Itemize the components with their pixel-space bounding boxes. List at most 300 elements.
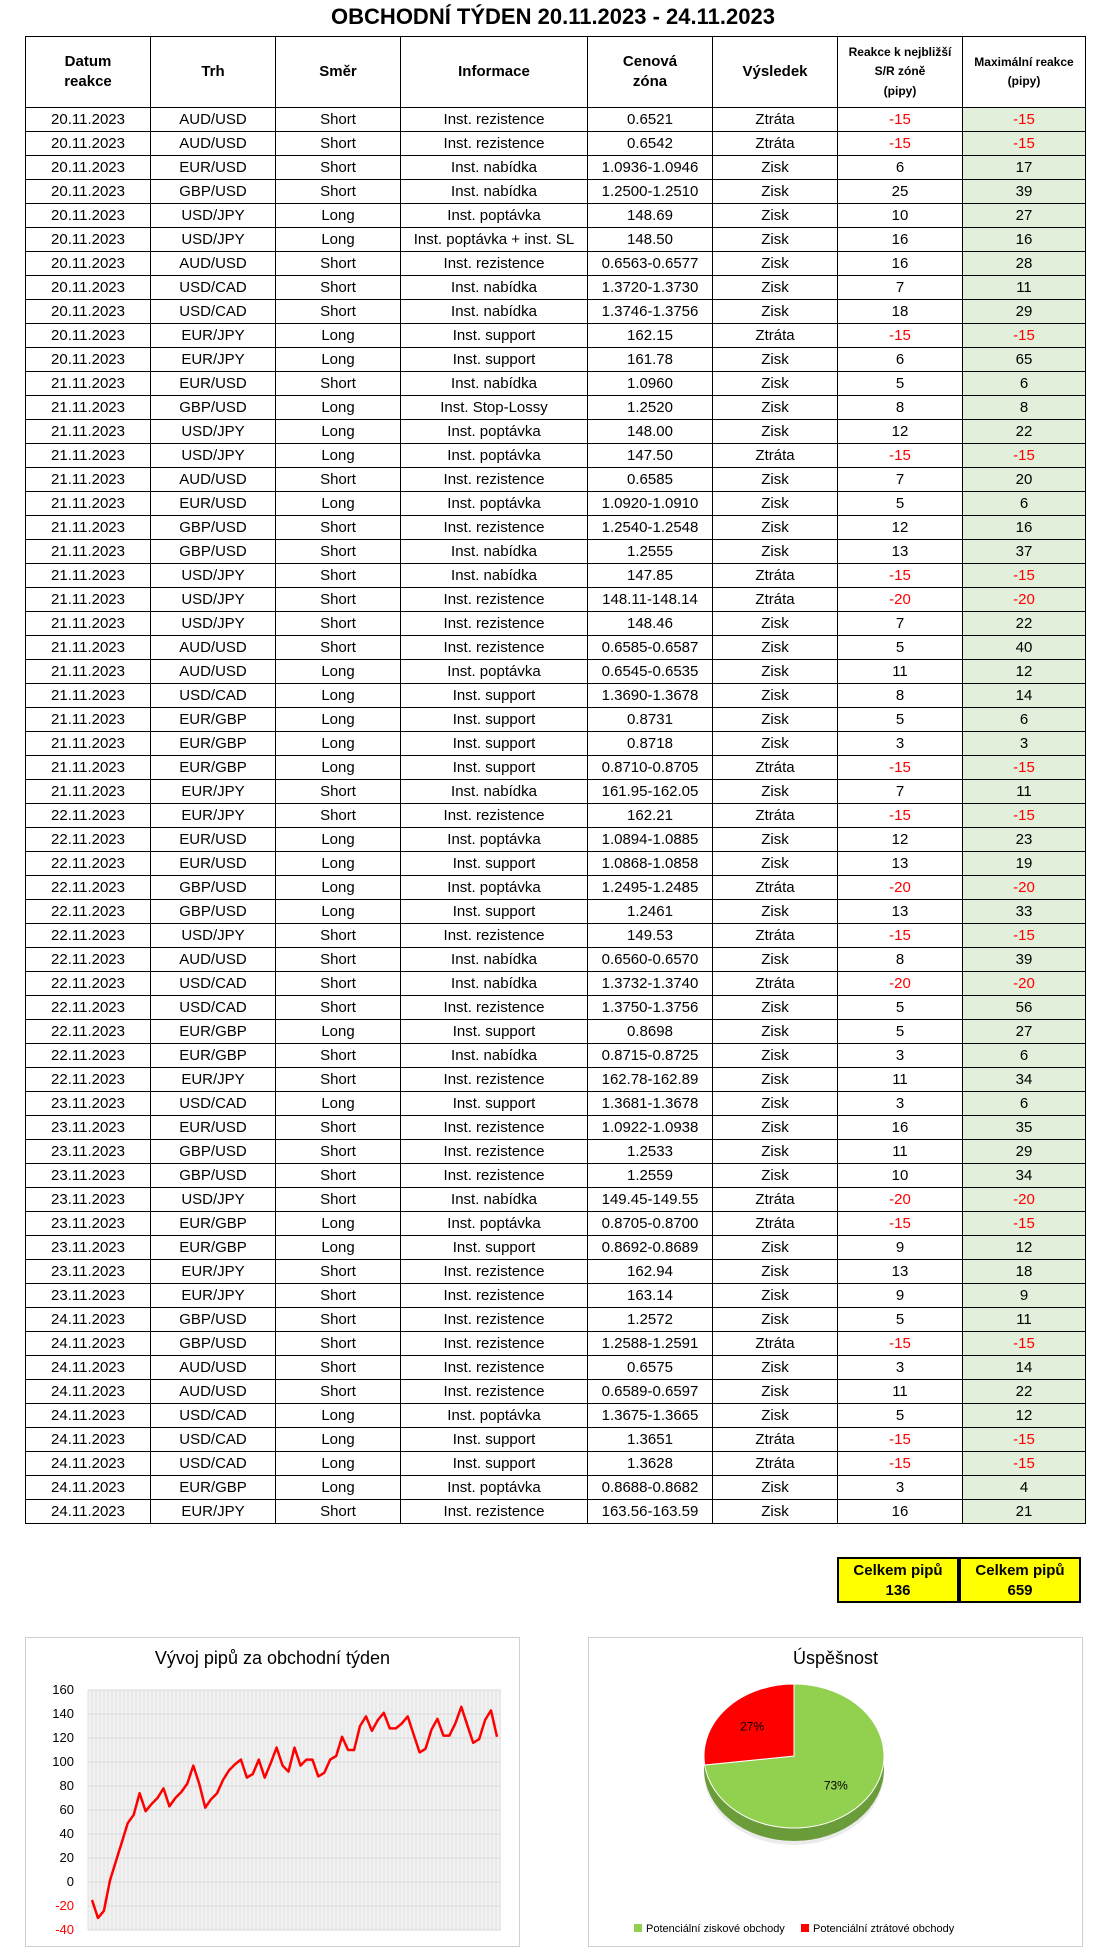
table-cell: 1.0936-1.0946 (588, 156, 713, 180)
table-cell: 21.11.2023 (26, 708, 151, 732)
table-cell: -15 (838, 1332, 963, 1356)
table-cell: 0.8705-0.8700 (588, 1212, 713, 1236)
table-cell: AUD/USD (151, 1356, 276, 1380)
table-cell: 22.11.2023 (26, 900, 151, 924)
table-cell: Short (276, 924, 401, 948)
table-cell: 21.11.2023 (26, 468, 151, 492)
table-cell: Ztráta (713, 1332, 838, 1356)
table-cell: Long (276, 1428, 401, 1452)
table-cell: Long (276, 684, 401, 708)
table-cell: 1.3732-1.3740 (588, 972, 713, 996)
table-cell: 20.11.2023 (26, 132, 151, 156)
table-cell: Short (276, 1356, 401, 1380)
table-cell: Short (276, 540, 401, 564)
table-cell: Inst. poptávka (401, 1476, 588, 1500)
column-header-line1: Trh (201, 62, 225, 80)
table-cell: 22.11.2023 (26, 852, 151, 876)
table-cell: EUR/JPY (151, 780, 276, 804)
table-cell: 0.6585-0.6587 (588, 636, 713, 660)
table-cell: AUD/USD (151, 660, 276, 684)
table-cell: Zisk (713, 1236, 838, 1260)
table-cell: 6 (838, 348, 963, 372)
column-header (276, 37, 401, 108)
table-cell: -20 (963, 876, 1086, 900)
table-cell: Inst. rezistence (401, 996, 588, 1020)
table-cell: EUR/USD (151, 156, 276, 180)
table-row (26, 1068, 1086, 1092)
table-cell: Inst. nabídka (401, 540, 588, 564)
table-cell: 34 (963, 1164, 1086, 1188)
table-row (26, 588, 1086, 612)
table-cell: Zisk (713, 612, 838, 636)
table-cell: EUR/GBP (151, 708, 276, 732)
table-cell: Short (276, 156, 401, 180)
table-cell: 23.11.2023 (26, 1188, 151, 1212)
table-cell: Zisk (713, 252, 838, 276)
table-cell: -15 (838, 1452, 963, 1476)
table-cell: Inst. support (401, 1020, 588, 1044)
table-header (26, 37, 1086, 108)
table-cell: Inst. nabídka (401, 1044, 588, 1068)
table-cell: 23.11.2023 (26, 1212, 151, 1236)
table-cell: 24.11.2023 (26, 1500, 151, 1524)
table-cell: 3 (963, 732, 1086, 756)
table-cell: Short (276, 612, 401, 636)
table-row (26, 1452, 1086, 1476)
table-cell: Inst. nabídka (401, 276, 588, 300)
table-cell: 12 (963, 660, 1086, 684)
table-cell: 20.11.2023 (26, 204, 151, 228)
table-row (26, 1188, 1086, 1212)
table-cell: Zisk (713, 300, 838, 324)
table-cell: Inst. Stop-Lossy (401, 396, 588, 420)
table-cell: Short (276, 948, 401, 972)
column-header-line2: reakce (64, 73, 112, 90)
table-cell: GBP/USD (151, 396, 276, 420)
table-cell: Long (276, 420, 401, 444)
table-cell: 11 (963, 1308, 1086, 1332)
pie-chart (589, 1638, 1084, 1948)
y-tick-label: 20 (59, 1850, 74, 1865)
table-cell: 21.11.2023 (26, 516, 151, 540)
table-cell: 20.11.2023 (26, 180, 151, 204)
table-cell: Inst. support (401, 684, 588, 708)
table-cell: AUD/USD (151, 948, 276, 972)
table-cell: 0.8688-0.8682 (588, 1476, 713, 1500)
table-cell: 20.11.2023 (26, 108, 151, 132)
table-cell: 21.11.2023 (26, 756, 151, 780)
table-row (26, 180, 1086, 204)
table-cell: Short (276, 108, 401, 132)
table-cell: 0.6575 (588, 1356, 713, 1380)
table-cell: 8 (838, 948, 963, 972)
table-cell: USD/JPY (151, 228, 276, 252)
table-cell: 1.0960 (588, 372, 713, 396)
table-cell: 13 (838, 852, 963, 876)
table-cell: 21.11.2023 (26, 660, 151, 684)
table-cell: Zisk (713, 1380, 838, 1404)
table-cell: AUD/USD (151, 468, 276, 492)
table-row (26, 996, 1086, 1020)
table-cell: GBP/USD (151, 1308, 276, 1332)
table-cell: 5 (838, 1404, 963, 1428)
table-cell: -15 (963, 324, 1086, 348)
table-cell: Inst. poptávka (401, 876, 588, 900)
total-reaction-value: 136 (885, 1582, 911, 1599)
table-cell: Ztráta (713, 756, 838, 780)
table-cell: Inst. support (401, 324, 588, 348)
y-tick-label: -20 (55, 1898, 74, 1913)
table-cell: Inst. support (401, 1428, 588, 1452)
table-cell: 6 (963, 1044, 1086, 1068)
table-cell: 29 (963, 1140, 1086, 1164)
table-cell: Inst. rezistence (401, 1308, 588, 1332)
table-cell: Inst. rezistence (401, 1500, 588, 1524)
table-cell: -15 (838, 324, 963, 348)
table-cell: 19 (963, 852, 1086, 876)
table-cell: -15 (838, 1212, 963, 1236)
table-cell: 0.8698 (588, 1020, 713, 1044)
table-cell: 17 (963, 156, 1086, 180)
table-cell: Ztráta (713, 564, 838, 588)
table-cell: EUR/JPY (151, 348, 276, 372)
table-cell: Inst. nabídka (401, 948, 588, 972)
table-cell: Short (276, 1308, 401, 1332)
table-cell: 37 (963, 540, 1086, 564)
table-cell: Zisk (713, 492, 838, 516)
table-cell: 21.11.2023 (26, 588, 151, 612)
table-cell: Short (276, 180, 401, 204)
table-row (26, 1236, 1086, 1260)
table-cell: 24.11.2023 (26, 1308, 151, 1332)
table-cell: Zisk (713, 276, 838, 300)
table-cell: EUR/JPY (151, 1284, 276, 1308)
table-cell: Short (276, 780, 401, 804)
table-cell: Inst. rezistence (401, 924, 588, 948)
table-cell: Ztráta (713, 876, 838, 900)
table-cell: Inst. poptávka (401, 420, 588, 444)
table-row (26, 156, 1086, 180)
table-cell: -15 (838, 756, 963, 780)
table-cell: 1.3675-1.3665 (588, 1404, 713, 1428)
table-cell: 161.95-162.05 (588, 780, 713, 804)
table-cell: 1.2495-1.2485 (588, 876, 713, 900)
table-cell: 6 (963, 372, 1086, 396)
table-cell: EUR/USD (151, 852, 276, 876)
table-cell: 23.11.2023 (26, 1140, 151, 1164)
table-row (26, 1044, 1086, 1068)
table-cell: 21.11.2023 (26, 780, 151, 804)
table-cell: EUR/JPY (151, 324, 276, 348)
table-cell: 1.3746-1.3756 (588, 300, 713, 324)
table-row (26, 1212, 1086, 1236)
table-cell: 24.11.2023 (26, 1332, 151, 1356)
table-row (26, 804, 1086, 828)
table-cell: -15 (963, 804, 1086, 828)
table-cell: 65 (963, 348, 1086, 372)
table-cell: Zisk (713, 852, 838, 876)
table-cell: 3 (838, 1476, 963, 1500)
table-cell: 162.94 (588, 1260, 713, 1284)
table-cell: 148.00 (588, 420, 713, 444)
table-cell: 14 (963, 1356, 1086, 1380)
table-cell: -20 (838, 876, 963, 900)
table-row (26, 1116, 1086, 1140)
legend-label: Potenciální ziskové obchody (646, 1923, 785, 1935)
table-cell: EUR/GBP (151, 1020, 276, 1044)
table-cell: GBP/USD (151, 876, 276, 900)
table-cell: Inst. support (401, 756, 588, 780)
table-cell: 0.8718 (588, 732, 713, 756)
table-row (26, 132, 1086, 156)
table-cell: Inst. rezistence (401, 1068, 588, 1092)
pie-slice-label: 73% (823, 1778, 848, 1793)
table-cell: Long (276, 660, 401, 684)
table-cell: Long (276, 1452, 401, 1476)
page-title: OBCHODNÍ TÝDEN 20.11.2023 - 24.11.2023 (331, 4, 775, 29)
table-cell: 13 (838, 900, 963, 924)
table-cell: GBP/USD (151, 180, 276, 204)
table-cell: Inst. support (401, 1236, 588, 1260)
table-cell: Zisk (713, 780, 838, 804)
table-cell: -15 (838, 924, 963, 948)
y-tick-label: 40 (59, 1826, 74, 1841)
table-cell: USD/CAD (151, 996, 276, 1020)
table-cell: 149.45-149.55 (588, 1188, 713, 1212)
table-cell: 25 (838, 180, 963, 204)
table-cell: -15 (963, 564, 1086, 588)
table-cell: Zisk (713, 516, 838, 540)
table-cell: 12 (963, 1404, 1086, 1428)
column-header-line1: Cenová (622, 52, 678, 70)
table-cell: Short (276, 1188, 401, 1212)
table-cell: Long (276, 324, 401, 348)
table-row (26, 1284, 1086, 1308)
table-cell: 1.2500-1.2510 (588, 180, 713, 204)
table-row (26, 1164, 1086, 1188)
table-cell: 28 (963, 252, 1086, 276)
table-cell: 22.11.2023 (26, 924, 151, 948)
table-cell: 22.11.2023 (26, 804, 151, 828)
table-cell: Long (276, 1404, 401, 1428)
table-cell: 0.8715-0.8725 (588, 1044, 713, 1068)
table-cell: EUR/JPY (151, 1500, 276, 1524)
table-cell: Zisk (713, 540, 838, 564)
table-cell: 22 (963, 1380, 1086, 1404)
table-cell: 21.11.2023 (26, 420, 151, 444)
table-cell: 0.6589-0.6597 (588, 1380, 713, 1404)
table-cell: 16 (838, 228, 963, 252)
table-row (26, 660, 1086, 684)
table-cell: 1.3750-1.3756 (588, 996, 713, 1020)
table-cell: GBP/USD (151, 1164, 276, 1188)
table-row (26, 1356, 1086, 1380)
table-cell: Zisk (713, 372, 838, 396)
table-cell: Long (276, 828, 401, 852)
table-cell: Short (276, 1116, 401, 1140)
table-cell: 162.21 (588, 804, 713, 828)
table-cell: 11 (838, 1068, 963, 1092)
table-row (26, 396, 1086, 420)
table-cell: EUR/GBP (151, 1476, 276, 1500)
column-header-line1: Datum (64, 52, 112, 70)
table-cell: 6 (963, 492, 1086, 516)
table-cell: 34 (963, 1068, 1086, 1092)
table-row (26, 276, 1086, 300)
table-cell: Long (276, 900, 401, 924)
table-cell: Long (276, 1476, 401, 1500)
table-cell: Short (276, 1284, 401, 1308)
table-cell: USD/JPY (151, 1188, 276, 1212)
table-row (26, 468, 1086, 492)
table-cell: 3 (838, 1356, 963, 1380)
table-cell: Short (276, 1164, 401, 1188)
table-cell: Long (276, 228, 401, 252)
legend-label: Potenciální ztrátové obchody (813, 1923, 955, 1935)
table-row (26, 348, 1086, 372)
table-cell: Short (276, 564, 401, 588)
column-header-line1: Informace (458, 62, 530, 80)
table-cell: Zisk (713, 1308, 838, 1332)
table-cell: 20.11.2023 (26, 348, 151, 372)
table-cell: 0.8692-0.8689 (588, 1236, 713, 1260)
table-row (26, 564, 1086, 588)
table-cell: 12 (963, 1236, 1086, 1260)
table-cell: 14 (963, 684, 1086, 708)
table-cell: Zisk (713, 900, 838, 924)
table-cell: GBP/USD (151, 1140, 276, 1164)
line-chart (26, 1638, 521, 1948)
table-cell: Short (276, 1380, 401, 1404)
table-cell: Ztráta (713, 1188, 838, 1212)
table-row (26, 1092, 1086, 1116)
table-cell: EUR/GBP (151, 732, 276, 756)
table-cell: EUR/USD (151, 492, 276, 516)
table-row (26, 708, 1086, 732)
table-cell: Short (276, 1044, 401, 1068)
table-cell: Short (276, 252, 401, 276)
y-tick-label: 100 (52, 1754, 74, 1769)
table-row (26, 300, 1086, 324)
table-cell: 1.2533 (588, 1140, 713, 1164)
table-cell: Ztráta (713, 444, 838, 468)
table-cell: GBP/USD (151, 516, 276, 540)
table-cell: 35 (963, 1116, 1086, 1140)
y-tick-label: 140 (52, 1706, 74, 1721)
table-cell: 5 (838, 1020, 963, 1044)
table-cell: GBP/USD (151, 1332, 276, 1356)
table-cell: 4 (963, 1476, 1086, 1500)
table-cell: Zisk (713, 948, 838, 972)
table-cell: 22.11.2023 (26, 876, 151, 900)
table-cell: 29 (963, 300, 1086, 324)
table-cell: 22.11.2023 (26, 1068, 151, 1092)
table-cell: 149.53 (588, 924, 713, 948)
table-row (26, 228, 1086, 252)
legend-swatch (634, 1924, 642, 1932)
table-cell: 8 (838, 684, 963, 708)
table-cell: Short (276, 996, 401, 1020)
column-header-line1: Výsledek (742, 62, 808, 80)
table-cell: -20 (838, 1188, 963, 1212)
table-cell: 21.11.2023 (26, 636, 151, 660)
table-cell: 24.11.2023 (26, 1356, 151, 1380)
table-cell: USD/JPY (151, 204, 276, 228)
table-row (26, 204, 1086, 228)
table-cell: 5 (838, 372, 963, 396)
table-cell: 16 (963, 516, 1086, 540)
column-header (401, 37, 588, 108)
table-cell: Inst. support (401, 732, 588, 756)
table-cell: Inst. poptávka (401, 660, 588, 684)
table-cell: 162.15 (588, 324, 713, 348)
table-cell: 0.6560-0.6570 (588, 948, 713, 972)
table-cell: Long (276, 396, 401, 420)
table-cell: EUR/GBP (151, 756, 276, 780)
table-cell: 11 (838, 1140, 963, 1164)
table-cell: Ztráta (713, 972, 838, 996)
table-cell: Short (276, 1332, 401, 1356)
table-cell: Inst. rezistence (401, 1140, 588, 1164)
table-cell: 0.6521 (588, 108, 713, 132)
table-cell: Long (276, 1092, 401, 1116)
table-cell: Zisk (713, 1116, 838, 1140)
table-cell: 0.6542 (588, 132, 713, 156)
table-cell: 23.11.2023 (26, 1092, 151, 1116)
table-cell: 13 (838, 540, 963, 564)
table-row (26, 1404, 1086, 1428)
table-cell: -20 (838, 972, 963, 996)
table-cell: 161.78 (588, 348, 713, 372)
column-header-line2: zóna (632, 73, 668, 90)
line-chart-title: Vývoj pipů za obchodní týden (154, 1648, 391, 1668)
table-cell: EUR/GBP (151, 1044, 276, 1068)
table-cell: Short (276, 276, 401, 300)
table-cell: Ztráta (713, 1212, 838, 1236)
table-cell: 10 (838, 204, 963, 228)
column-header (151, 37, 276, 108)
table-cell: 20.11.2023 (26, 252, 151, 276)
table-cell: 0.6563-0.6577 (588, 252, 713, 276)
table-cell: USD/CAD (151, 1452, 276, 1476)
table-cell: 11 (963, 276, 1086, 300)
table-cell: USD/CAD (151, 1404, 276, 1428)
table-cell: USD/JPY (151, 420, 276, 444)
table-cell: Ztráta (713, 924, 838, 948)
table-cell: -15 (963, 1332, 1086, 1356)
table-cell: EUR/JPY (151, 1260, 276, 1284)
table-cell: 6 (838, 156, 963, 180)
table-cell: 12 (838, 420, 963, 444)
table-cell: Zisk (713, 1260, 838, 1284)
table-cell: Zisk (713, 228, 838, 252)
table-cell: Zisk (713, 1500, 838, 1524)
table-cell: 1.0894-1.0885 (588, 828, 713, 852)
table-row (26, 1476, 1086, 1500)
table-cell: Inst. nabídka (401, 1188, 588, 1212)
table-cell: Inst. support (401, 852, 588, 876)
table-cell: 11 (838, 660, 963, 684)
table-cell: 1.2559 (588, 1164, 713, 1188)
table-cell: Short (276, 300, 401, 324)
table-cell: EUR/USD (151, 1116, 276, 1140)
total-max-label: Celkem pipů (975, 1562, 1065, 1579)
table-cell: Short (276, 1500, 401, 1524)
total-reaction-label: Celkem pipů (853, 1562, 943, 1579)
table-cell: 39 (963, 180, 1086, 204)
table-cell: Short (276, 804, 401, 828)
table-cell: 22.11.2023 (26, 948, 151, 972)
